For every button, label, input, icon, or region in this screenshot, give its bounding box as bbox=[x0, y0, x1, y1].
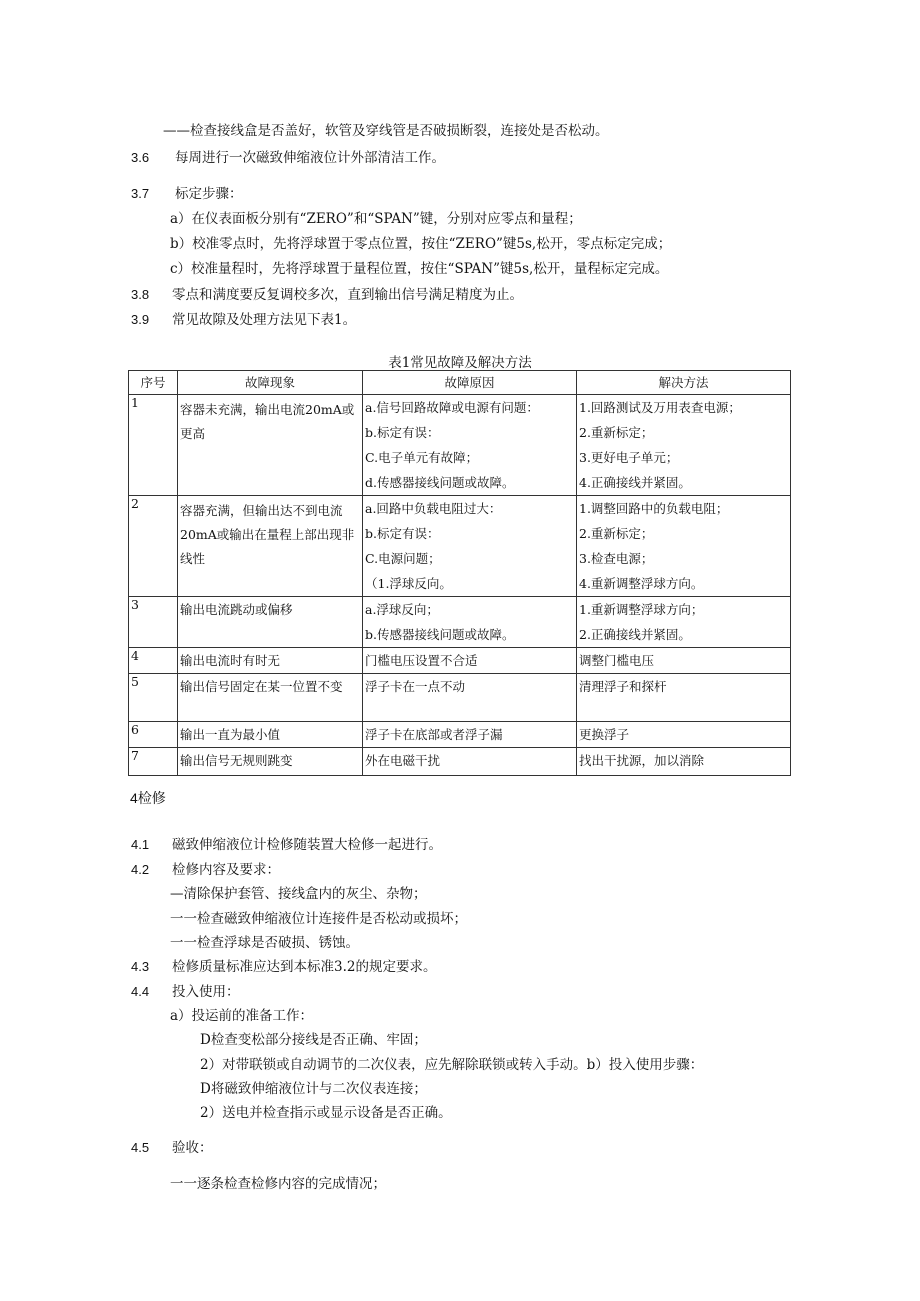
clause-text-4-5: 验收： bbox=[172, 1140, 213, 1156]
fix-line: 清理浮子和探杆 bbox=[579, 679, 667, 694]
fix-cell bbox=[577, 496, 791, 597]
cause-cell bbox=[363, 395, 577, 496]
row-number: 1 bbox=[129, 395, 178, 496]
row-number: 2 bbox=[129, 496, 178, 597]
symptom-text: 输出一直为最小值 bbox=[180, 727, 281, 742]
symptom-cell bbox=[178, 674, 363, 722]
fix-cell bbox=[577, 748, 791, 776]
symptom-cell bbox=[178, 748, 363, 776]
cause-cell bbox=[363, 674, 577, 722]
cause-line: C.电子单元有故障； bbox=[365, 450, 479, 465]
clause-number-3-7: 3.7 bbox=[131, 186, 150, 201]
symptom-cell bbox=[178, 722, 363, 748]
clause-number-4-4: 4.4 bbox=[131, 984, 150, 999]
clause-number-4-5: 4.5 bbox=[131, 1140, 150, 1155]
fix-line: 3.更好电子单元； bbox=[579, 450, 679, 465]
fix-line: 2.重新标定； bbox=[579, 526, 654, 541]
table-row bbox=[129, 597, 791, 648]
header-cause: 故障原因 bbox=[363, 371, 577, 395]
cause-line: d.传感器接线问题或故障。 bbox=[365, 475, 515, 490]
symptom-text: 输出电流时有时无 bbox=[180, 653, 281, 668]
cause-line: a.回路中负载电阻过大： bbox=[365, 501, 502, 516]
symptom-text: 输出电流跳动或偏移 bbox=[180, 602, 293, 617]
fix-line: 找出干扰源，加以消除 bbox=[579, 753, 705, 768]
row-number: 7 bbox=[129, 748, 178, 776]
symptom-cell bbox=[178, 597, 363, 648]
cause-line: b.标定有误： bbox=[365, 526, 440, 541]
table-row bbox=[129, 648, 791, 674]
clause-4-4-a-1: D检查变松部分接线是否正确、牢固； bbox=[200, 1032, 427, 1048]
clause-4-4-a: a）投运前的准备工作： bbox=[170, 1008, 314, 1024]
cause-line: 门槛电压设置不合适 bbox=[365, 653, 478, 668]
fix-line: 1.调整回路中的负载电阻； bbox=[579, 501, 729, 516]
row-number: 3 bbox=[129, 597, 178, 648]
fix-line: 1.回路测试及万用表查电源； bbox=[579, 400, 741, 415]
cause-line: a.信号回路故障或电源有问题： bbox=[365, 400, 539, 415]
clause-text-4-1: 磁致伸缩液位计检修随装置大检修一起进行。 bbox=[172, 837, 442, 853]
table-caption: 表1常见故障及解决方法 bbox=[388, 355, 532, 371]
dash-line-junction-box: ——检查接线盒是否盖好，软管及穿线管是否破损断裂，连接处是否松动。 bbox=[163, 123, 609, 139]
header-symptom: 故障现象 bbox=[178, 371, 363, 395]
cause-line: a.浮球反向； bbox=[365, 602, 439, 617]
cause-cell bbox=[363, 722, 577, 748]
cause-cell bbox=[363, 496, 577, 597]
clause-text-3-6: 每周进行一次磁致伸缩液位计外部清洁工作。 bbox=[175, 150, 445, 166]
header-no: 序号 bbox=[129, 371, 178, 395]
clause-number-4-1: 4.1 bbox=[131, 837, 150, 852]
cause-line: 外在电磁干扰 bbox=[365, 753, 441, 768]
table-row bbox=[129, 748, 791, 776]
cause-line: b.传感器接线问题或故障。 bbox=[365, 627, 515, 642]
table-row bbox=[129, 674, 791, 722]
fix-line: 2.重新标定； bbox=[579, 425, 654, 440]
clause-4-4-a-2: 2）对带联锁或自动调节的二次仪表，应先解除联锁或转入手动。b）投入使用步骤： bbox=[200, 1057, 704, 1073]
clause-4-5-line-1: 一一逐条检查检修内容的完成情况； bbox=[170, 1176, 386, 1192]
fix-line: 4.正确接线并紧固。 bbox=[579, 475, 691, 490]
fix-line: 更换浮子 bbox=[579, 727, 630, 742]
cause-line: C.电源问题； bbox=[365, 551, 441, 566]
row-number: 6 bbox=[129, 722, 178, 748]
clause-text-3-8: 零点和满度要反复调校多次，直到输出信号满足精度为止。 bbox=[172, 287, 523, 303]
symptom-cell bbox=[178, 648, 363, 674]
clause-4-4-b-2: 2）送电并检查指示或显示设备是否正确。 bbox=[200, 1105, 452, 1121]
header-fix: 解决方法 bbox=[577, 371, 791, 395]
clause-text-3-7: 标定步骤： bbox=[175, 186, 243, 202]
symptom-text: 容器未充满，输出电流20mA或更高 bbox=[180, 402, 355, 441]
cause-cell bbox=[363, 748, 577, 776]
fix-cell bbox=[577, 597, 791, 648]
cause-line: b.标定有误： bbox=[365, 425, 440, 440]
fix-line: 3.检查电源； bbox=[579, 551, 654, 566]
clause-4-2-line-2: 一一检查磁致伸缩液位计连接件是否松动或损坏； bbox=[170, 911, 467, 927]
clause-4-2-line-1: —清除保护套管、接线盒内的灰尘、杂物； bbox=[170, 886, 427, 902]
clause-text-4-2: 检修内容及要求： bbox=[172, 862, 280, 878]
fix-cell bbox=[577, 648, 791, 674]
row-number: 5 bbox=[129, 674, 178, 722]
cause-line: （1.浮球反向。 bbox=[365, 576, 452, 591]
cause-cell bbox=[363, 648, 577, 674]
cause-cell bbox=[363, 597, 577, 648]
symptom-text: 容器充满，但输出达不到电流20mA或输出在量程上部出现非线性 bbox=[180, 503, 355, 566]
clause-number-3-6: 3.6 bbox=[131, 150, 150, 165]
clause-text-3-9: 常见故隙及处理方法见下表1。 bbox=[172, 312, 357, 328]
fix-line: 调整门槛电压 bbox=[579, 653, 655, 668]
fix-cell bbox=[577, 395, 791, 496]
clause-text-4-4: 投入使用： bbox=[172, 984, 240, 1000]
clause-3-7-c: c）校准量程时，先将浮球置于量程位置，按住“SPAN”键5s,松开，量程标定完成。 bbox=[170, 261, 669, 277]
fix-line: 2.正确接线并紧固。 bbox=[579, 627, 691, 642]
fix-line: 4.重新调整浮球方向。 bbox=[579, 576, 704, 591]
clause-3-7-a: a）在仪表面板分别有“ZERO”和“SPAN”键，分别对应零点和量程； bbox=[170, 211, 582, 227]
clause-number-3-8: 3.8 bbox=[131, 287, 150, 302]
clause-number-4-3: 4.3 bbox=[131, 959, 150, 974]
table-row bbox=[129, 496, 791, 597]
clause-3-7-b: b）校准零点时，先将浮球置于零点位置，按住“ZERO”键5s,松开，零点标定完成； bbox=[170, 236, 672, 252]
symptom-cell bbox=[178, 395, 363, 496]
fix-line: 1.重新调整浮球方向； bbox=[579, 602, 704, 617]
table-row bbox=[129, 722, 791, 748]
symptom-cell bbox=[178, 496, 363, 597]
table-header-row bbox=[129, 371, 791, 395]
clause-text-4-3: 检修质量标准应达到本标准3.2的规定要求。 bbox=[172, 959, 437, 975]
symptom-text: 输出信号固定在某一位置不变 bbox=[180, 679, 343, 694]
clause-number-4-2: 4.2 bbox=[131, 862, 150, 877]
row-number: 4 bbox=[129, 648, 178, 674]
clause-4-4-b-1: D将磁致伸缩液位计与二次仪表连接； bbox=[200, 1081, 427, 1097]
symptom-text: 输出信号无规则跳变 bbox=[180, 753, 293, 768]
cause-line: 浮子卡在底部或者浮子漏 bbox=[365, 727, 503, 742]
fix-cell bbox=[577, 674, 791, 722]
table-row bbox=[129, 395, 791, 496]
clause-number-3-9: 3.9 bbox=[131, 312, 150, 327]
clause-4-2-line-3: 一一检查浮球是否破损、锈蚀。 bbox=[170, 935, 359, 951]
section-4-heading: 4检修 bbox=[130, 790, 166, 806]
fix-cell bbox=[577, 722, 791, 748]
cause-line: 浮子卡在一点不动 bbox=[365, 679, 466, 694]
fault-table bbox=[128, 370, 791, 776]
